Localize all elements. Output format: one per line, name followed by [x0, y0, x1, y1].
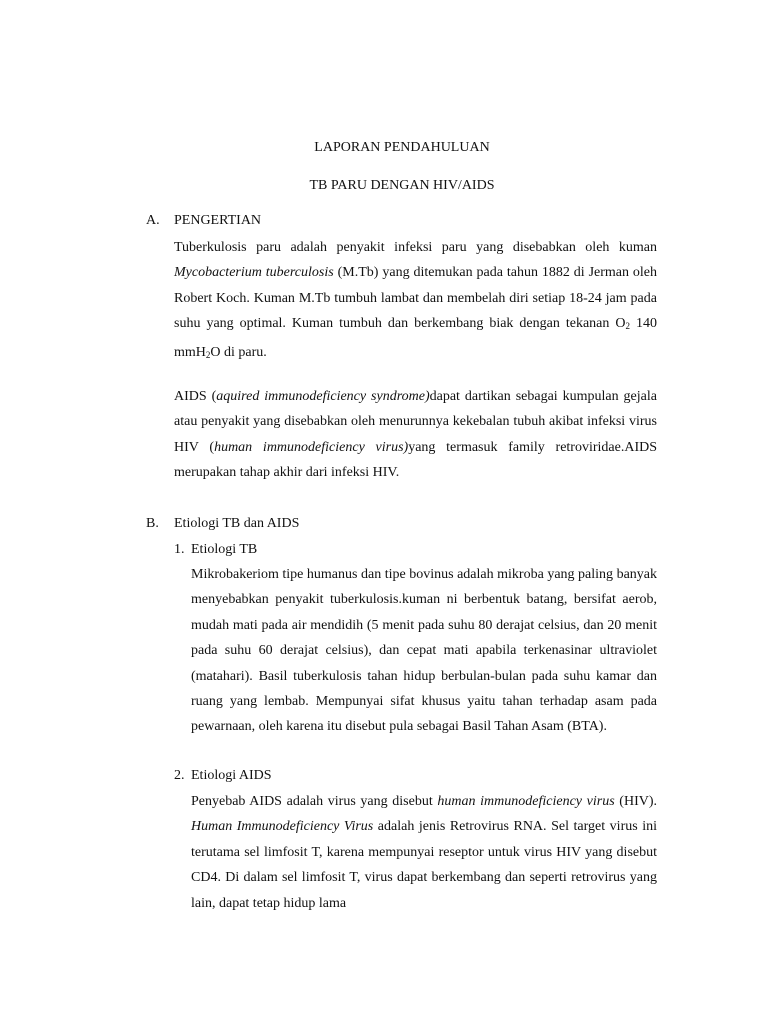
subsection-1-title: Etiologi TB: [191, 542, 258, 557]
text-run: dapat dartikan sebagai kumpulan gejala atau penyakit yang disebabkan oleh menurunnya kekebalan tubuh akibat infeksi virus HIV (: [174, 389, 657, 455]
paragraph-aids-definition: [174, 384, 657, 486]
italic-term: human immunodeficiency virus: [437, 794, 615, 809]
italic-term: Human Immunodeficiency Virus: [191, 819, 374, 835]
document-title: LAPORAN PENDAHULUAN: [314, 140, 490, 155]
subscript: 2: [205, 349, 211, 360]
text-run: yang termasuk family retroviridae.AIDS merupakan tahap akhir dari infeksi HIV.: [174, 439, 658, 481]
text-run: (M.Tb) yang ditemukan pada tahun 1882 di Jerman oleh Robert Koch. Kuman M.Tb tumbuh lambat dan membelah diri setiap 18-24 jam pada suhu yang optimal. Kuman tumbuh dan berkembang biak dengan tekanan O: [174, 265, 658, 332]
paragraph-etiologi-aids: [191, 789, 657, 916]
subsection-2-number: 2.: [174, 768, 185, 783]
italic-term: human immunodeficiency virus): [214, 439, 409, 455]
text-run: 140 mmH: [174, 316, 657, 360]
italic-term: aquired immunodeficiency syndrome): [216, 389, 430, 404]
italic-term: Mycobacterium tuberculosis: [174, 265, 334, 281]
section-b-title: Etiologi TB dan AIDS: [174, 516, 300, 531]
text-run: (HIV).: [619, 794, 658, 809]
text-run: O di paru.: [210, 344, 267, 360]
section-a-title: PENGERTIAN: [174, 213, 262, 228]
text-run: AIDS (: [174, 389, 217, 404]
section-a-number: A.: [146, 213, 160, 228]
section-b-number: B.: [146, 516, 159, 531]
text-run: adalah jenis Retrovirus RNA. Sel target virus ini terutama sel limfosit T, karena mempunyai reseptor untuk virus HIV yang disebut CD4. Di dalam sel limfosit T, virus dapat berkembang dan seperti retrovirus yang lain, dapat tetap hidup lama: [191, 819, 658, 911]
paragraph-tuberkulosis-definition: [174, 235, 657, 368]
text-run: Penyebab AIDS adalah virus yang disebut: [191, 794, 433, 809]
document-subtitle: TB PARU DENGAN HIV/AIDS: [309, 178, 495, 193]
subsection-1-number: 1.: [174, 542, 185, 557]
subsection-2-title: Etiologi AIDS: [191, 768, 272, 783]
subscript: 2: [625, 321, 630, 332]
text-run: Tuberkulosis paru adalah penyakit infeksi paru yang disebabkan oleh kuman: [174, 240, 657, 255]
paragraph-etiologi-tb: Mikrobakeriom tipe humanus dan tipe bovinus adalah mikroba yang paling banyak menyebabkan penyakit tuberkulosis.kuman ni berbentuk batang, bersifat aerob, mudah mati pada air mendidih (5 menit pada suhu 80 derajat celsius, dan 20 menit pada suhu 60 derajat celsius), dan cepat mati apabila terkenasinar ultraviolet (matahari). Basil tuberkulosis tahan hidup berbulan-bulan pada suhu kamar dan ruang yang lembab. Mempunyai sifat khusus yaitu tahan terhadap asam pada pewarnaan, oleh karena itu disebut pula sebagai Basil Tahan Asam (BTA).: [191, 567, 657, 735]
